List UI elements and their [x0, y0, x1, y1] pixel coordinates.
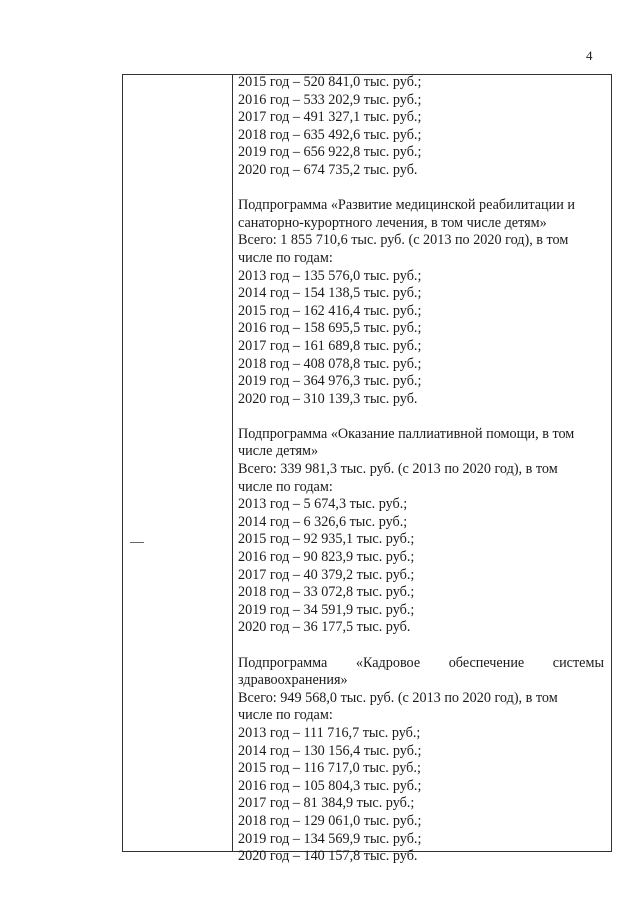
year-line: 2018 год – 408 078,8 тыс. руб.;: [238, 355, 422, 372]
year-line: 2015 год – 162 416,4 тыс. руб.;: [238, 302, 422, 319]
subprogram-total: числе по годам:: [238, 478, 333, 495]
subprogram-rehabilitation: [238, 197, 604, 408]
year-line: 2017 год – 81 384,9 тыс. руб.;: [238, 795, 415, 812]
subprogram-heading: санаторно-курортного лечения, в том числе детям»: [238, 214, 547, 231]
year-line: 2016 год – 90 823,9 тыс. руб.;: [238, 549, 415, 566]
year-line: 2015 год – 520 841,0 тыс. руб.;: [238, 74, 422, 90]
year-line: 2016 год – 533 202,9 тыс. руб.;: [238, 91, 422, 108]
subprogram-heading: Подпрограмма «Развитие медицинской реабилитации и: [238, 197, 575, 214]
subprogram-total: Всего: 949 568,0 тыс. руб. (с 2013 по 2020 год), в том: [238, 689, 558, 706]
year-line: 2016 год – 105 804,3 тыс. руб.;: [238, 777, 422, 794]
year-line: 2018 год – 33 072,8 тыс. руб.;: [238, 584, 415, 601]
year-line: 2020 год – 310 139,3 тыс. руб.: [238, 390, 418, 407]
subprogram-total: Всего: 339 981,3 тыс. руб. (с 2013 по 2020 год), в том: [238, 461, 558, 478]
year-line: 2017 год – 491 327,1 тыс. руб.;: [238, 109, 422, 126]
year-line: 2019 год – 656 922,8 тыс. руб.;: [238, 144, 422, 161]
year-line: 2019 год – 134 569,9 тыс. руб.;: [238, 830, 422, 847]
year-line: 2017 год – 161 689,8 тыс. руб.;: [238, 337, 422, 354]
year-line: 2013 год – 135 576,0 тыс. руб.;: [238, 267, 422, 284]
year-line: 2013 год – 5 674,3 тыс. руб.;: [238, 496, 408, 513]
year-line: 2014 год – 6 326,6 тыс. руб.;: [238, 513, 408, 530]
subprogram-heading: Подпрограмма «Кадровое обеспечение системы: [238, 654, 604, 671]
margin-mark: [130, 542, 144, 543]
page-number: 4: [586, 48, 593, 63]
column-divider: [232, 75, 233, 851]
subprogram-staffing: [238, 655, 604, 866]
year-line: 2019 год – 364 976,3 тыс. руб.;: [238, 373, 422, 390]
funding-cell: [238, 74, 604, 866]
subprogram-heading: Подпрограмма «Оказание паллиативной помощи, в том: [238, 425, 575, 442]
year-line: 2018 год – 635 492,6 тыс. руб.;: [238, 126, 422, 143]
year-line: 2019 год – 34 591,9 тыс. руб.;: [238, 601, 415, 618]
subprogram-heading: числе детям»: [238, 443, 319, 460]
subprogram-heading: здравоохранения»: [238, 672, 348, 689]
year-line: 2016 год – 158 695,5 тыс. руб.;: [238, 320, 422, 337]
block-0: [238, 74, 604, 180]
year-line: 2015 год – 92 935,1 тыс. руб.;: [238, 531, 415, 548]
year-line: 2014 год – 154 138,5 тыс. руб.;: [238, 285, 422, 302]
subprogram-total: числе по годам:: [238, 249, 333, 266]
year-line: 2015 год – 116 717,0 тыс. руб.;: [238, 760, 421, 777]
year-line: 2014 год – 130 156,4 тыс. руб.;: [238, 742, 422, 759]
year-line: 2020 год – 674 735,2 тыс. руб.: [238, 161, 418, 178]
subprogram-palliative: [238, 426, 604, 637]
year-line: 2020 год – 36 177,5 тыс. руб.: [238, 619, 411, 636]
subprogram-total: числе по годам:: [238, 707, 333, 724]
year-line: 2013 год – 111 716,7 тыс. руб.;: [238, 724, 421, 741]
year-line: 2020 год – 140 157,8 тыс. руб.: [238, 848, 418, 865]
subprogram-total: Всего: 1 855 710,6 тыс. руб. (с 2013 по 2020 год), в том: [238, 232, 569, 249]
year-line: 2017 год – 40 379,2 тыс. руб.;: [238, 566, 415, 583]
year-line: 2018 год – 129 061,0 тыс. руб.;: [238, 812, 422, 829]
